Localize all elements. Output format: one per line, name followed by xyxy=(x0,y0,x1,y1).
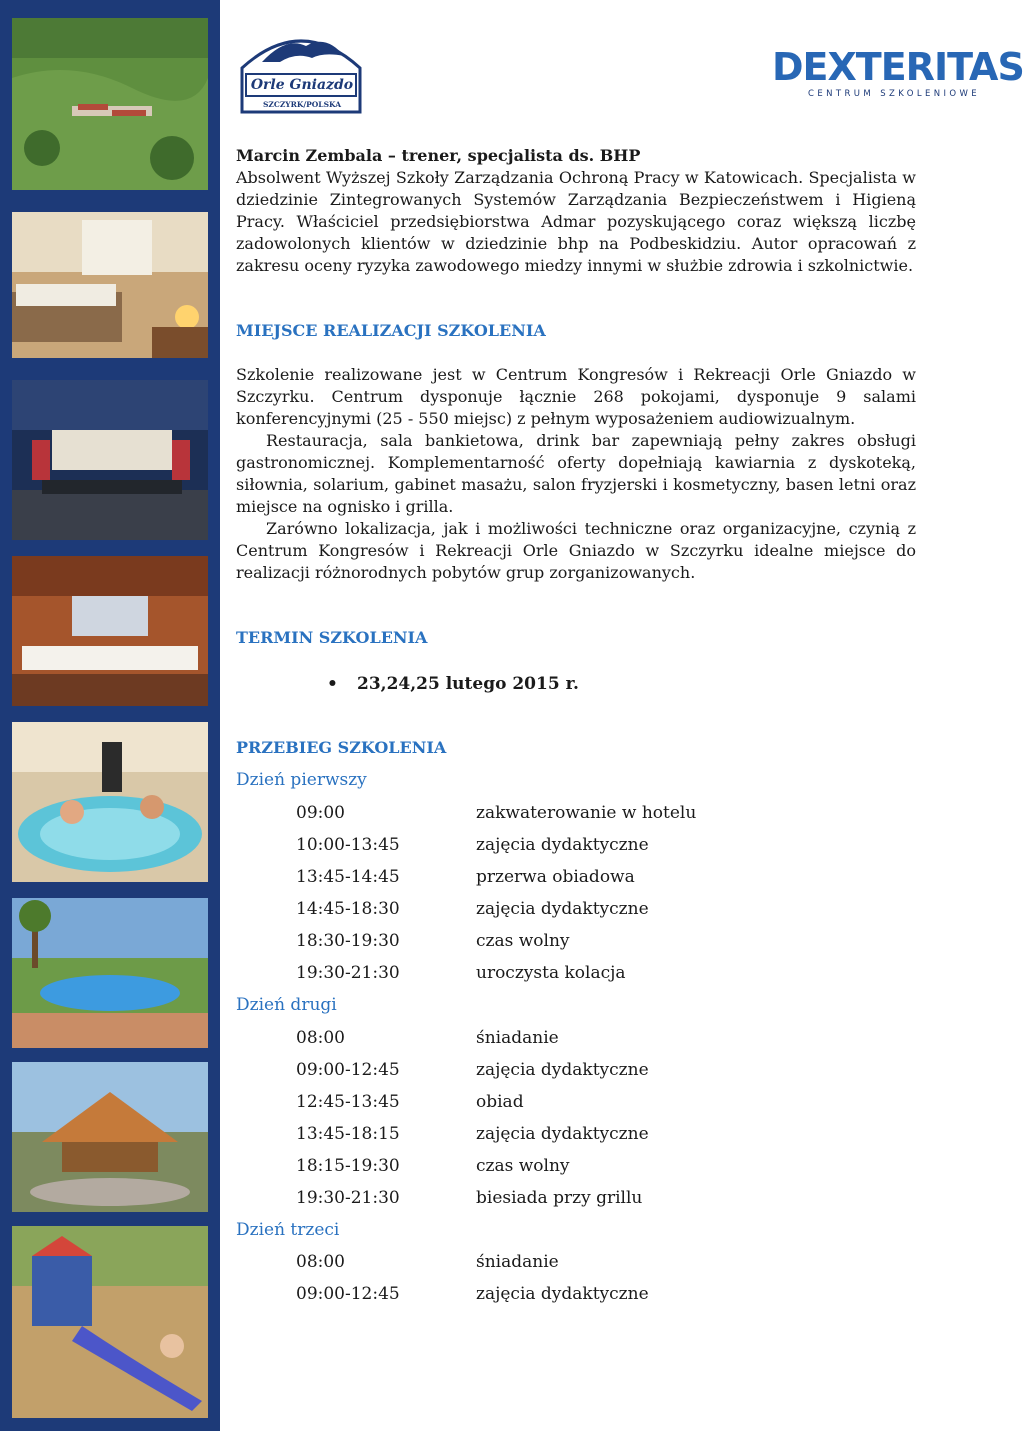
term-heading: TERMIN SZKOLENIA xyxy=(236,628,428,647)
location-heading: MIEJSCE REALIZACJI SZKOLENIA xyxy=(236,321,546,340)
day-2-label-block xyxy=(236,994,916,1016)
schedule-activity: uroczysta kolacja xyxy=(476,963,626,983)
day-1-label: Dzień pierwszy xyxy=(236,770,367,790)
schedule-row xyxy=(296,961,756,985)
program-heading: PRZEBIEG SZKOLENIA xyxy=(236,738,447,757)
schedule-row xyxy=(296,1026,756,1050)
schedule-time: 13:45-18:15 xyxy=(296,1124,400,1144)
schedule-time: 12:45-13:45 xyxy=(296,1092,400,1112)
schedule-row xyxy=(296,1154,756,1178)
schedule-activity: czas wolny xyxy=(476,1156,570,1176)
schedule-time: 19:30-21:30 xyxy=(296,963,400,983)
schedule-row xyxy=(296,865,756,889)
location-paragraph-1: Szkolenie realizowane jest w Centrum Kongresów i Rekreacji Orle Gniazdo w Szczyrku. Centrum dysponuje łącznie 268 pokojami, dysponuje 9 salami konferencyjnymi (25 - 550 miejsc) z pełnym wyposażeniem audiowizualnym. xyxy=(236,365,916,428)
dexteritas-logo xyxy=(772,45,1024,104)
schedule-time: 08:00 xyxy=(296,1028,345,1048)
schedule-row xyxy=(296,1058,756,1082)
schedule-time: 19:30-21:30 xyxy=(296,1188,400,1208)
schedule-row xyxy=(296,1090,756,1114)
photo-hotel-room xyxy=(12,212,208,358)
dexteritas-wordmark: DEXTERITAS xyxy=(772,45,1024,89)
schedule-time: 13:45-14:45 xyxy=(296,867,400,887)
day-3-label: Dzień trzeci xyxy=(236,1220,340,1240)
location-paragraph-2: Restauracja, sala bankietowa, drink bar zapewniają pełny zakres obsługi gastronomicznej. Komplementarność oferty dopełniają kawiarnia z dyskoteką, siłownia, solarium, gabinet masażu, salon fryzjerski i kosmetyczny, basen letni oraz miejsce na ognisko i grilla. xyxy=(236,431,916,516)
photo-conference-hall xyxy=(12,380,208,540)
schedule-row xyxy=(296,833,756,857)
location-section xyxy=(236,320,916,584)
schedule-activity: zajęcia dydaktyczne xyxy=(476,1124,649,1144)
schedule-row xyxy=(296,1122,756,1146)
schedule-time: 18:15-19:30 xyxy=(296,1156,400,1176)
schedule-time: 09:00-12:45 xyxy=(296,1060,400,1080)
day-2-label: Dzień drugi xyxy=(236,995,337,1015)
schedule-row xyxy=(296,1186,756,1210)
location-paragraph-3: Zarówno lokalizacja, jak i możliwości techniczne oraz organizacyjne, czynią z Centrum Kongresów i Rekreacji Orle Gniazdo w Szczyrku idealne miejsce do realizacji różnorodnych pobytów grup zorganizowanych. xyxy=(236,519,916,582)
photo-banquet-hall xyxy=(12,556,208,706)
schedule-time: 09:00-12:45 xyxy=(296,1284,400,1304)
schedule-activity: obiad xyxy=(476,1092,524,1112)
trainer-section xyxy=(236,145,916,277)
schedule-activity: zakwaterowanie w hotelu xyxy=(476,803,697,823)
orle-gniazdo-place: SZCZYRK/POLSKA xyxy=(262,100,342,109)
schedule-activity: biesiada przy grillu xyxy=(476,1188,643,1208)
program-heading-block xyxy=(236,737,916,759)
schedule-row xyxy=(296,897,756,921)
trainer-title: Marcin Zembala – trener, specjalista ds. BHP xyxy=(236,146,641,165)
dexteritas-subtitle: CENTRUM SZKOLENIOWE xyxy=(808,89,981,99)
schedule-row xyxy=(296,1282,756,1306)
photo-jacuzzi xyxy=(12,722,208,882)
schedule-activity: czas wolny xyxy=(476,931,570,951)
schedule-row xyxy=(296,1250,756,1274)
term-date: 23,24,25 lutego 2015 r. xyxy=(357,674,579,694)
trainer-bio: Absolwent Wyższej Szkoły Zarządzania Ochroną Pracy w Katowicach. Specjalista w dziedzinie Zintegrowanych Systemów Zarządzania Bezpieczeństwem i Higieną Pracy. Właściciel przedsiębiorstwa Admar pozyskującego coraz większą liczbę zadowolonych klientów w dziedzinie bhp na Podbeskidziu. Autor opracowań z zakresu oceny ryzyka zawodowego miedzy innymi w służbie zdrowia i szkolnictwie. xyxy=(236,168,916,275)
schedule-time: 18:30-19:30 xyxy=(296,931,400,951)
schedule-time: 09:00 xyxy=(296,803,345,823)
schedule-activity: zajęcia dydaktyczne xyxy=(476,899,649,919)
schedule-activity: śniadanie xyxy=(476,1252,559,1272)
schedule-time: 14:45-18:30 xyxy=(296,899,400,919)
orle-gniazdo-logo xyxy=(236,22,366,118)
schedule-time: 08:00 xyxy=(296,1252,345,1272)
schedule-row xyxy=(296,801,756,825)
bullet-icon: • xyxy=(327,674,338,694)
orle-gniazdo-name: Orle Gniazdo xyxy=(250,77,354,93)
day-3-label-block xyxy=(236,1219,916,1241)
schedule-row xyxy=(296,929,756,953)
day-1-label-block xyxy=(236,769,916,791)
term-date-item xyxy=(236,673,916,695)
schedule-activity: śniadanie xyxy=(476,1028,559,1048)
photo-outdoor-pool xyxy=(12,898,208,1048)
schedule-activity: zajęcia dydaktyczne xyxy=(476,1284,649,1304)
term-section xyxy=(236,627,916,697)
schedule-activity: przerwa obiadowa xyxy=(476,867,635,887)
schedule-activity: zajęcia dydaktyczne xyxy=(476,1060,649,1080)
schedule-time: 10:00-13:45 xyxy=(296,835,400,855)
photo-playground xyxy=(12,1226,208,1418)
photo-sidebar xyxy=(0,0,220,1431)
photo-grill-gazebo xyxy=(12,1062,208,1212)
schedule-activity: zajęcia dydaktyczne xyxy=(476,835,649,855)
photo-aerial-hotel xyxy=(12,18,208,190)
